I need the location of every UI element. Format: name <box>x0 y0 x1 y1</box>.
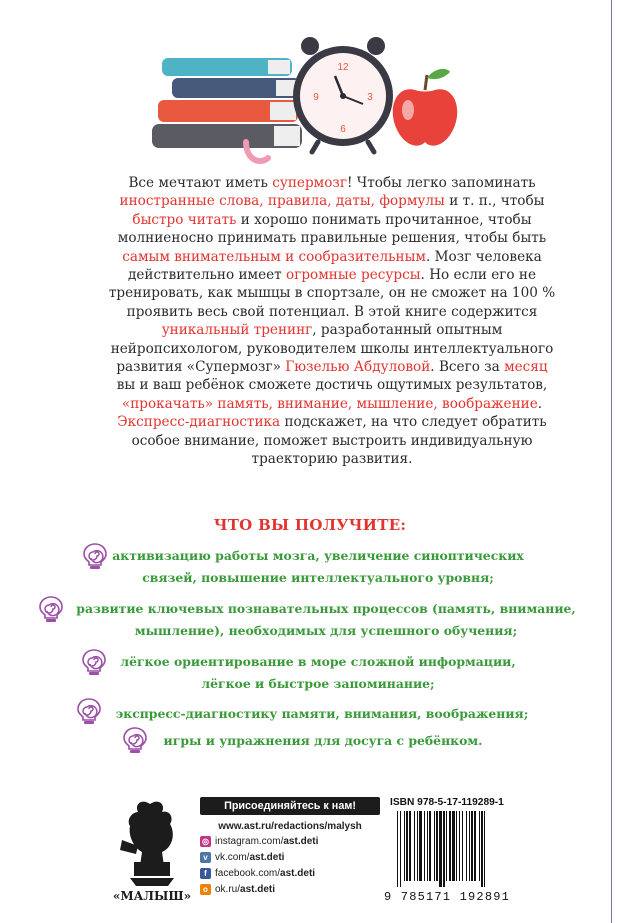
facebook-icon: f <box>200 868 211 879</box>
highlighted-phrase: месяц <box>504 359 548 376</box>
mouse-logo-icon <box>120 802 174 886</box>
highlighted-phrase: быстро читать <box>132 211 237 228</box>
benefit-item <box>148 730 498 752</box>
description-text: подскажет, на что следует обратить особое внимание, поможет выстроить индивидуальную траекторию развития. <box>131 414 547 468</box>
description-text: . Но если его не тренировать, как мышцы в спортзале, он не сможет на 100 % проявить весь свой потенциал. В этой книге содержится <box>108 267 556 320</box>
highlighted-phrase: «прокачать» память, внимание, мышление, воображение <box>121 395 538 412</box>
brain-bulb-icon <box>80 541 110 571</box>
brain-bulb-icon <box>120 725 150 755</box>
highlighted-phrase: огромные ресурсы <box>286 267 421 284</box>
description-text: и хорошо понимать прочитанное, чтобы молниеносно принимать правильные решения, чтобы быть <box>117 211 547 247</box>
description-text: . Всего за <box>430 359 505 376</box>
benefit-item <box>108 545 528 589</box>
social-link-vk[interactable] <box>200 850 380 864</box>
join-us-banner: Присоединяйтесь к нам! <box>200 797 380 815</box>
social-handle: ast.deti <box>283 835 319 847</box>
benefit-item <box>66 598 586 642</box>
benefit-line: лёгкое ориентирование в море сложной информации, <box>120 654 516 669</box>
brain-bulb-icon <box>36 594 66 624</box>
barcode-number: 9 785171 192891 <box>384 890 511 904</box>
clock-number-3: 3 <box>367 92 373 103</box>
description-text: вы и ваш ребёнок сможете достичь ощутимых результатов, <box>116 377 548 394</box>
social-url-prefix: ok.ru/ <box>215 883 241 895</box>
barcode-image <box>395 811 535 887</box>
benefit-line: игры и упражнения для досуга с ребёнком. <box>163 733 483 748</box>
benefit-item <box>102 703 542 725</box>
benefit-line: развитие ключевых познавательных процессов (память, внимание, <box>76 601 576 616</box>
social-handle: ast.deti <box>280 867 316 879</box>
benefit-line: лёгкое и быстрое запоминание; <box>201 676 435 691</box>
social-handle: ast.deti <box>240 883 276 895</box>
social-url-prefix: instagram.com/ <box>215 835 284 847</box>
books-icon <box>152 58 302 148</box>
benefit-line: активизацию работы мозга, увеличение синоптических <box>112 548 524 563</box>
highlighted-phrase: Экспресс-диагностика <box>117 414 281 431</box>
social-link-ok[interactable] <box>200 882 380 896</box>
alarm-clock-icon <box>293 37 393 152</box>
description-text: и т. п., чтобы <box>444 193 545 210</box>
highlighted-phrase: супермозг <box>272 175 347 191</box>
social-link-instagram[interactable] <box>200 834 380 848</box>
social-link-facebook[interactable] <box>200 866 380 880</box>
book-description <box>108 174 556 469</box>
clock-number-9: 9 <box>313 92 319 103</box>
brain-bulb-icon <box>79 647 109 677</box>
website-link[interactable]: www.ast.ru/redactions/malysh <box>218 821 362 832</box>
description-text: . <box>537 395 543 412</box>
social-handle: ast.deti <box>249 851 285 863</box>
benefit-item <box>108 651 528 695</box>
brain-bulb-icon <box>74 696 104 726</box>
books-clock-apple-illustration <box>150 30 470 170</box>
publisher-logo-text: «МАЛЫШ» <box>112 889 192 903</box>
highlighted-phrase: уникальный тренинг <box>161 322 313 339</box>
isbn-text: ISBN 978-5-17-119289-1 <box>390 797 504 808</box>
highlighted-phrase: самым внимательным и сообразительным <box>122 248 426 265</box>
description-text: , разработанный опытным нейропсихологом, руководителем школы интеллектуального развития «Супермозг» <box>110 322 554 376</box>
highlighted-phrase: Гюзелью Абдуловой <box>285 359 431 376</box>
clock-number-12: 12 <box>337 62 349 73</box>
benefit-line: экспресс-диагностику памяти, внимания, воображения; <box>115 706 529 721</box>
ok-icon: o <box>200 884 211 895</box>
highlighted-phrase: иностранные слова, правила, даты, формулы <box>119 193 445 210</box>
spine-line <box>611 0 612 923</box>
benefit-line: связей, повышение интеллектуального уровня; <box>142 570 494 585</box>
social-block <box>200 797 380 896</box>
social-url-prefix: facebook.com/ <box>215 867 281 879</box>
clock-number-6: 6 <box>340 124 346 135</box>
vk-icon: v <box>200 852 211 863</box>
social-url-prefix: vk.com/ <box>215 851 250 863</box>
benefits-title: ЧТО ВЫ ПОЛУЧИТЕ: <box>213 516 407 534</box>
description-text: ! Чтобы легко запоминать <box>346 175 536 191</box>
apple-icon <box>393 69 458 146</box>
instagram-icon: ◎ <box>200 836 211 847</box>
benefit-line: мышление), необходимых для успешного обучения; <box>134 623 518 638</box>
publisher-logo <box>112 796 192 908</box>
description-text: . Мозг человека действительно имеет <box>127 248 542 284</box>
description-text: Все мечтают иметь <box>128 175 273 191</box>
